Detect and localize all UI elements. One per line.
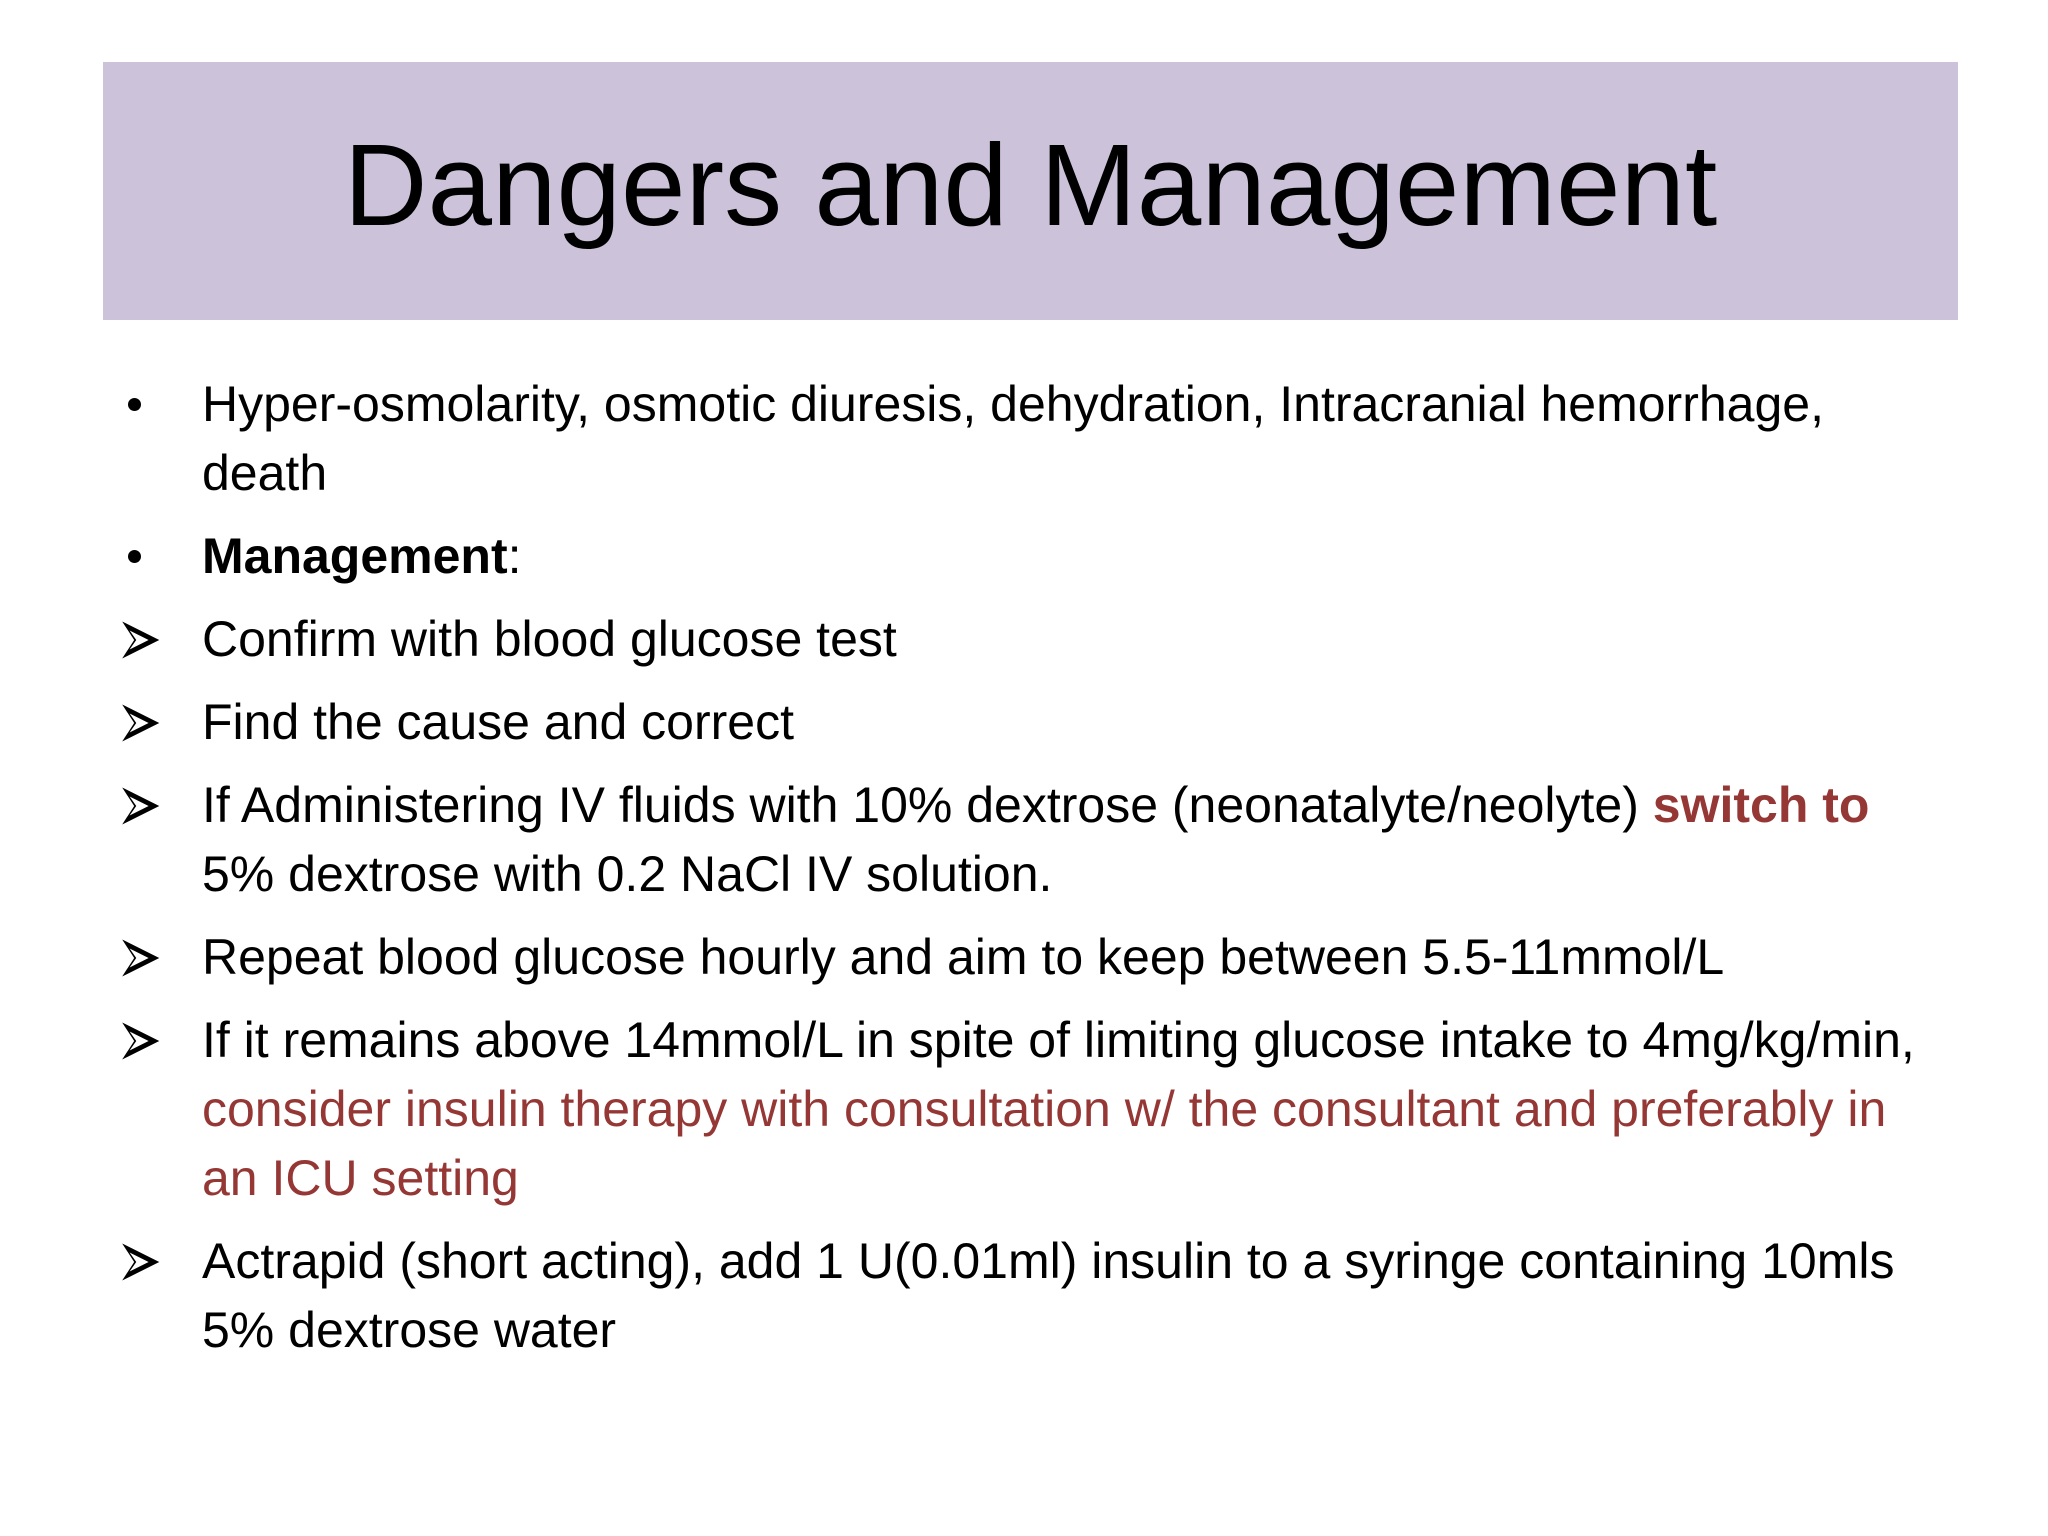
item-text: Hyper-osmolarity, osmotic diuresis, dehydration, Intracranial hemorrhage, death (202, 376, 1824, 501)
list-item (122, 771, 1942, 909)
item-text: : (507, 528, 522, 584)
list-item (122, 605, 1942, 674)
arrowhead-bullet-icon (122, 923, 182, 992)
item-text: Repeat blood glucose hourly and aim to keep between 5.5-11mmol/L (202, 929, 1725, 985)
item-text: Actrapid (short acting), add 1 U(0.01ml) insulin to a syringe containing 10mls 5% dextrose water (202, 1233, 1895, 1358)
item-highlight-text: consider insulin therapy with consultation w/ the consultant and preferably in an ICU setting (202, 1081, 1887, 1206)
slide-title: Dangers and Management (343, 120, 1718, 250)
arrowhead-bullet-icon (122, 771, 182, 840)
item-text: Find the cause and correct (202, 694, 794, 750)
list-item (122, 1006, 1942, 1213)
item-highlight-text: switch to (1652, 777, 1870, 833)
list-item (122, 370, 1942, 508)
arrowhead-bullet-icon (122, 688, 182, 757)
item-text: 5% dextrose with 0.2 NaCl IV solution. (202, 846, 1053, 902)
arrowhead-bullet-icon (122, 1006, 182, 1075)
list-item (122, 522, 1942, 591)
list-item (122, 688, 1942, 757)
bullet-list (122, 370, 1942, 1379)
list-item (122, 923, 1942, 992)
item-text: If it remains above 14mmol/L in spite of limiting glucose intake to 4mg/kg/min, (202, 1012, 1915, 1068)
arrowhead-bullet-icon (122, 1227, 182, 1296)
item-text: Confirm with blood glucose test (202, 611, 897, 667)
bullet-dot-icon (122, 522, 182, 591)
item-text: If Administering IV fluids with 10% dextrose (neonatalyte/neolyte) (202, 777, 1653, 833)
title-band (103, 62, 1958, 320)
list-item (122, 1227, 1942, 1365)
bullet-dot-icon (122, 370, 182, 439)
arrowhead-bullet-icon (122, 605, 182, 674)
item-bold-text: Management (202, 528, 508, 584)
